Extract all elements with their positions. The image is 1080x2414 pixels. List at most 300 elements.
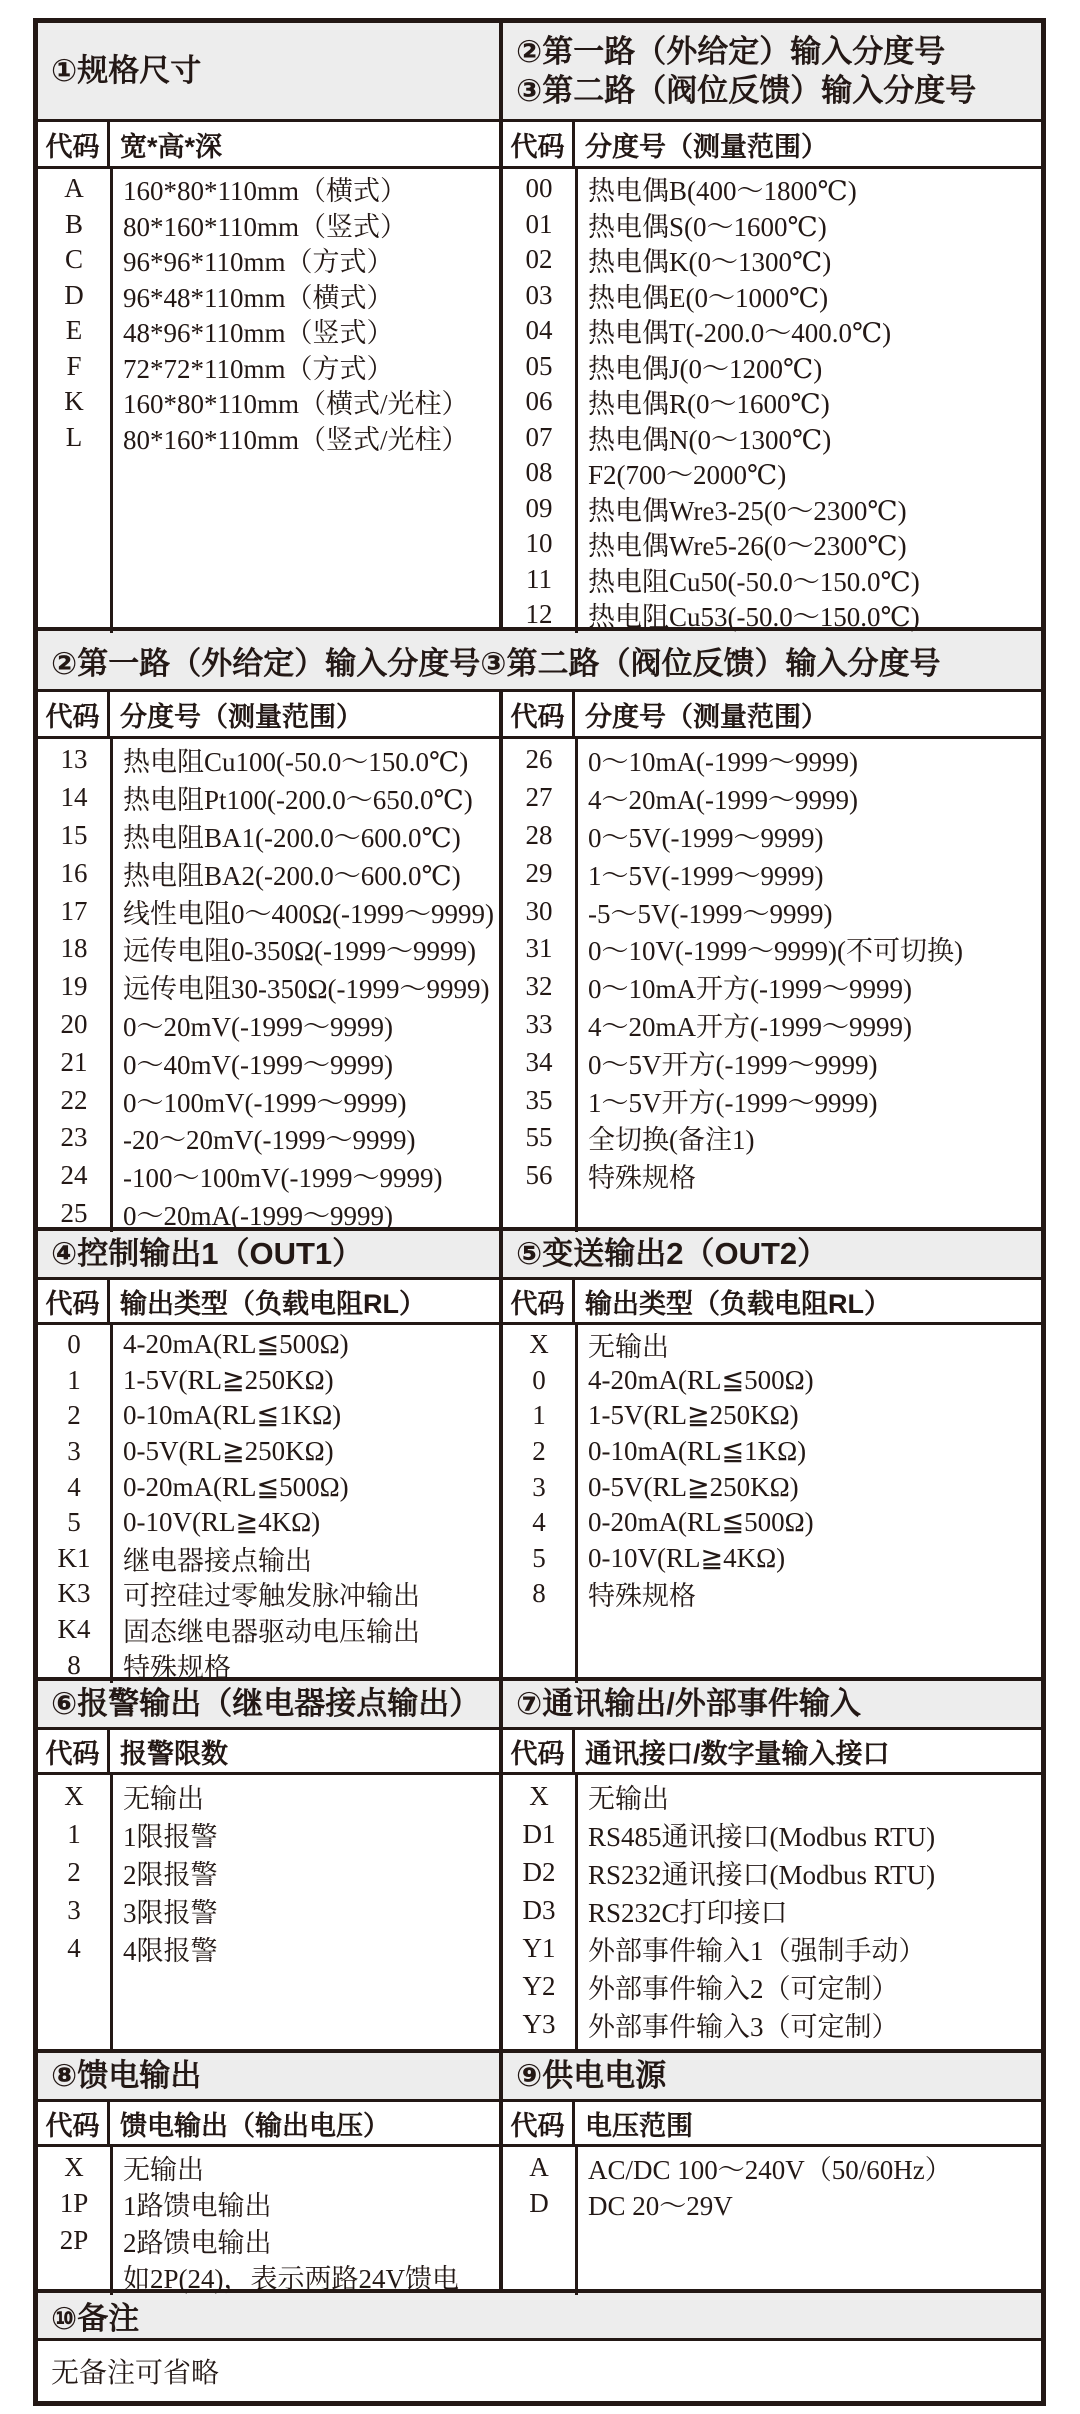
row-desc: 全切换(备注1) (588, 1125, 755, 1156)
row-desc: -20～20mV(-1999～9999) (123, 1125, 416, 1156)
table-row (38, 2222, 499, 2259)
section-rows (503, 1775, 1041, 2049)
row-code: 0 (532, 1364, 546, 1395)
row-desc: 热电偶J(0～1200℃) (588, 353, 823, 384)
row-desc: 热电阻BA2(-200.0～600.0℃) (123, 860, 461, 891)
row-code: F (66, 350, 82, 381)
column-divider (110, 1325, 113, 1683)
row-code: 20 (60, 1008, 88, 1039)
row-code: 34 (525, 1046, 553, 1077)
row-code: 21 (60, 1046, 88, 1077)
row-desc: 热电偶S(0～1600℃) (588, 211, 827, 242)
table-row (38, 1119, 499, 1157)
row-desc: 80*160*110mm（竖式） (123, 211, 408, 242)
section-title-text: ⑥报警输出（继电器接点输出） (51, 1686, 481, 1722)
column-divider (575, 739, 578, 1232)
row-desc: RS232通讯接口(Modbus RTU) (588, 1859, 936, 1890)
row-code: 2 (532, 1436, 546, 1467)
row-desc: 外部事件输入3（可定制） (588, 2011, 899, 2042)
table-row (503, 1505, 1041, 1541)
row-desc: 0-20mA(RL≦500Ω) (588, 1507, 814, 1538)
row-code: 8 (532, 1578, 546, 1609)
table-row (503, 1398, 1041, 1434)
table-row (503, 1363, 1041, 1399)
code-column-header: 代码 (38, 122, 110, 166)
table-row (38, 1891, 499, 1929)
row-desc: 4-20mA(RL≦500Ω) (123, 1329, 349, 1360)
section-title-text: ⑧馈电输出 (51, 2058, 202, 2094)
row-desc: 1～5V(-1999～9999) (588, 860, 824, 891)
row-desc: 4限报警 (123, 1935, 218, 1966)
row-code: 8 (67, 1649, 81, 1680)
table-row (503, 171, 1041, 207)
row-code: D (64, 279, 84, 310)
section-title (503, 1231, 1041, 1280)
code-column-header: 代码 (503, 1730, 575, 1772)
row-desc: 无输出 (123, 1783, 204, 1814)
row-code: 11 (526, 563, 552, 594)
band-feed-power (38, 2053, 1041, 2293)
section-rows (503, 739, 1041, 1232)
table-row (38, 741, 499, 779)
row-desc: 热电阻Pt100(-200.0～650.0℃) (123, 785, 473, 816)
desc-column-header: 电压范围 (585, 2110, 693, 2141)
section-rows (503, 2147, 1041, 2295)
row-desc: 4～20mA(-1999～9999) (588, 785, 858, 816)
row-desc: 外部事件输入1（强制手动） (588, 1935, 926, 1966)
band-alarm-comm (38, 1681, 1041, 2053)
band-size-and-input (38, 23, 1041, 631)
row-code: X (529, 1329, 549, 1360)
table-row (503, 1541, 1041, 1577)
row-desc: 可控硅过零触发脉冲输出 (123, 1581, 420, 1612)
table-row (38, 1157, 499, 1195)
section-title (503, 1681, 1041, 1730)
section-title (503, 23, 1041, 122)
table-row (503, 741, 1041, 779)
section-remarks (38, 2293, 1041, 2401)
row-desc: 特殊规格 (588, 1581, 696, 1612)
row-desc: 0-10mA(RL≦1KΩ) (123, 1400, 342, 1431)
table-row (38, 2259, 499, 2296)
band-input-graduation-mid (38, 692, 1041, 1231)
table-row (503, 207, 1041, 243)
section-title-text: ②第一路（外给定）输入分度号③第二路（阀位反馈）输入分度号 (51, 645, 941, 681)
section-title-text: ④控制输出1（OUT1） (51, 1236, 364, 1272)
section-power-supply (503, 2053, 1041, 2295)
section-rows (38, 1775, 499, 2049)
table-row (38, 171, 499, 207)
table-row (38, 1576, 499, 1612)
table-row (503, 1891, 1041, 1929)
desc-column-header: 分度号（测量范围） (585, 701, 828, 732)
row-code: 55 (525, 1122, 553, 1153)
table-row (503, 1853, 1041, 1891)
row-desc: 1-5V(RL≧250KΩ) (588, 1400, 799, 1431)
row-code: K (64, 386, 84, 417)
row-desc: 0-5V(RL≧250KΩ) (123, 1436, 334, 1467)
table-row (38, 1398, 499, 1434)
section-control-output1 (38, 1231, 503, 1683)
row-code: Y1 (522, 1932, 556, 1963)
row-desc: 72*72*110mm（方式） (123, 353, 394, 384)
band-outputs (38, 1231, 1041, 1681)
row-desc: 热电阻BA1(-200.0～600.0℃) (123, 823, 461, 853)
row-code: 01 (525, 208, 553, 239)
table-row (38, 1043, 499, 1081)
row-code: 14 (60, 782, 88, 813)
row-code: D (529, 2188, 549, 2219)
row-desc: 0～100mV(-1999～9999) (123, 1087, 407, 1118)
row-desc: 0～10mA(-1999～9999) (588, 747, 858, 778)
row-code: 08 (525, 457, 553, 488)
column-divider (110, 739, 113, 1232)
row-desc: 96*96*110mm（方式） (123, 247, 394, 278)
row-desc: 热电偶B(400～1800℃) (588, 176, 857, 207)
table-row (503, 854, 1041, 892)
row-desc: 160*80*110mm（横式/光柱） (123, 389, 469, 420)
row-code: 13 (60, 744, 88, 775)
table-row (503, 1815, 1041, 1853)
section-input-graduation-top (503, 23, 1041, 633)
row-code: Y3 (522, 2008, 556, 2039)
section-transmit-output2 (503, 1231, 1041, 1683)
table-row (503, 892, 1041, 930)
row-code: 02 (525, 244, 553, 275)
row-code: B (64, 208, 83, 239)
table-row (38, 1815, 499, 1853)
row-code: 03 (525, 279, 553, 310)
table-row (503, 313, 1041, 349)
row-desc: 1-5V(RL≧250KΩ) (123, 1364, 334, 1395)
section-spec-size (38, 23, 503, 633)
row-desc: 1路馈电输出 (123, 2191, 272, 2222)
table-row (38, 1195, 499, 1233)
row-desc: 外部事件输入2（可定制） (588, 1973, 899, 2004)
row-desc: 3限报警 (123, 1897, 218, 1928)
section-input-graduation-right (503, 692, 1041, 1232)
row-desc: 0～20mV(-1999～9999) (123, 1011, 393, 1042)
section-rows (38, 169, 499, 633)
row-code: 19 (60, 971, 88, 1002)
table-row (38, 1777, 499, 1815)
row-code: 5 (532, 1542, 546, 1573)
row-desc: -5～5V(-1999～9999) (588, 898, 833, 929)
row-code: 0 (67, 1329, 81, 1360)
row-code: 12 (525, 599, 553, 630)
section-title-text: ⑨供电电源 (516, 2058, 667, 2094)
section-title-text: ⑤变送输出2（OUT2） (516, 1236, 829, 1272)
table-row (503, 384, 1041, 420)
row-code: 3 (532, 1471, 546, 1502)
column-header (503, 1280, 1041, 1325)
table-row (503, 526, 1041, 562)
code-column-header: 代码 (38, 1730, 110, 1772)
table-row (38, 817, 499, 855)
table-row (503, 455, 1041, 491)
row-code: 1 (532, 1400, 546, 1431)
table-row (38, 313, 499, 349)
row-code: 07 (525, 421, 553, 452)
row-code: 56 (525, 1160, 553, 1191)
section-title (38, 2293, 1041, 2341)
row-desc: 热电偶R(0～1600℃) (588, 389, 830, 420)
row-desc: 0-5V(RL≧250KΩ) (588, 1471, 799, 1502)
table-row (38, 1081, 499, 1119)
table-row (503, 817, 1041, 855)
row-desc: 0-10V(RL≧4KΩ) (588, 1542, 786, 1573)
row-code: 2P (59, 2224, 89, 2255)
code-column-header: 代码 (38, 2102, 110, 2144)
desc-column-header: 报警限数 (120, 1738, 228, 1769)
table-row (38, 1006, 499, 1044)
table-row (38, 892, 499, 930)
code-column-header: 代码 (38, 1280, 110, 1322)
row-code: K1 (57, 1542, 91, 1573)
table-row (503, 597, 1041, 633)
code-column-header: 代码 (503, 692, 575, 736)
row-code: 10 (525, 528, 553, 559)
row-code: 35 (525, 1084, 553, 1115)
row-desc: F2(700～2000℃) (588, 460, 787, 491)
row-code: 33 (525, 1008, 553, 1039)
row-code: 09 (525, 492, 553, 523)
column-divider (575, 169, 578, 633)
row-code: A (64, 173, 84, 204)
row-desc: 2路馈电输出 (123, 2227, 272, 2258)
section-title-text: ①规格尺寸 (51, 53, 202, 89)
table-row (503, 1327, 1041, 1363)
row-desc: 160*80*110mm（横式） (123, 176, 408, 207)
column-header (38, 122, 499, 169)
table-row (38, 349, 499, 385)
spec-table-frame (33, 18, 1046, 2406)
row-code: 4 (67, 1471, 81, 1502)
table-row (503, 278, 1041, 314)
row-desc: 无输出 (588, 1783, 669, 1814)
row-code: 32 (525, 971, 553, 1002)
row-desc: 1～5V开方(-1999～9999) (588, 1087, 878, 1118)
table-row (503, 420, 1041, 456)
desc-column-header: 输出类型（负载电阻RL） (585, 1288, 891, 1319)
table-row (38, 2149, 499, 2186)
table-row (503, 562, 1041, 598)
section-title (503, 2053, 1041, 2102)
row-desc: 96*48*110mm（横式） (123, 282, 394, 313)
row-desc: 远传电阻0-350Ω(-1999～9999) (123, 936, 477, 967)
column-divider (575, 1325, 578, 1683)
table-row (38, 854, 499, 892)
row-desc: 0～5V开方(-1999～9999) (588, 1049, 878, 1080)
row-desc: 80*160*110mm（竖式/光柱） (123, 424, 469, 455)
row-code: E (65, 315, 83, 346)
section-title-text: ⑩备注 (51, 2301, 140, 2336)
code-column-header: 代码 (38, 692, 110, 736)
table-row (503, 2149, 1041, 2186)
row-code: D2 (522, 1856, 556, 1887)
desc-column-header: 宽*高*深 (120, 131, 223, 162)
section-input-graduation-mid-title (38, 631, 1041, 692)
code-column-header: 代码 (503, 1280, 575, 1322)
section-rows (503, 1325, 1041, 1683)
row-desc: DC 20～29V (588, 2191, 733, 2222)
row-desc: 特殊规格 (588, 1163, 696, 1194)
row-code: K4 (57, 1614, 91, 1645)
column-divider (110, 169, 113, 633)
table-row (503, 930, 1041, 968)
column-header (503, 2102, 1041, 2147)
row-code: C (64, 244, 83, 275)
section-title-text: ⑦通讯输出/外部事件输入 (516, 1686, 861, 1722)
row-desc: 0-10V(RL≧4KΩ) (123, 1507, 321, 1538)
row-desc: 0～10V(-1999～9999)(不可切换) (588, 936, 963, 967)
row-code: 28 (525, 819, 553, 850)
row-desc: 热电偶K(0～1300℃) (588, 247, 832, 278)
row-desc: 48*96*110mm（竖式） (123, 318, 394, 349)
row-desc: 热电阻Cu50(-50.0～150.0℃) (588, 566, 920, 597)
row-code: X (64, 1780, 84, 1811)
row-code: 1 (67, 1364, 81, 1395)
row-desc: 2限报警 (123, 1859, 218, 1890)
table-row (38, 278, 499, 314)
code-column-header: 代码 (503, 2102, 575, 2144)
table-row (503, 1576, 1041, 1612)
row-desc: 热电偶T(-200.0～400.0℃) (588, 318, 892, 349)
row-desc: 0-20mA(RL≦500Ω) (123, 1471, 349, 1502)
row-code: X (64, 2151, 84, 2182)
row-code: D1 (522, 1818, 556, 1849)
row-code: 06 (525, 386, 553, 417)
column-header (503, 1730, 1041, 1775)
row-code: 1 (67, 1818, 81, 1849)
table-row (503, 1157, 1041, 1195)
row-code: L (65, 421, 83, 452)
table-row (503, 1777, 1041, 1815)
table-row (503, 2186, 1041, 2223)
row-code: K3 (57, 1578, 91, 1609)
desc-column-header: 分度号（测量范围） (585, 131, 828, 162)
row-desc: 0-10mA(RL≦1KΩ) (588, 1436, 807, 1467)
code-column-header: 代码 (503, 122, 575, 166)
row-desc: 4-20mA(RL≦500Ω) (588, 1364, 814, 1395)
table-row (38, 242, 499, 278)
section-rows (503, 169, 1041, 633)
table-row (503, 1434, 1041, 1470)
table-row (38, 1541, 499, 1577)
table-row (503, 1006, 1041, 1044)
row-desc: -100～100mV(-1999～9999) (123, 1163, 443, 1194)
table-row (38, 1363, 499, 1399)
table-row (38, 1469, 499, 1505)
table-row (38, 2186, 499, 2223)
row-code: 29 (525, 857, 553, 888)
row-code: 2 (67, 1856, 81, 1887)
section-title (38, 1681, 499, 1730)
row-code: 18 (60, 933, 88, 964)
row-desc: 0～20mA(-1999～9999) (123, 1200, 393, 1231)
row-desc: 0～40mV(-1999～9999) (123, 1049, 393, 1080)
column-divider (575, 2147, 578, 2295)
table-row (38, 384, 499, 420)
table-row (38, 1327, 499, 1363)
row-code: 3 (67, 1894, 81, 1925)
row-desc: 无输出 (123, 2154, 204, 2185)
row-code: 15 (60, 819, 88, 850)
row-code: 23 (60, 1122, 88, 1153)
desc-column-header: 通讯接口/数字量输入接口 (585, 1738, 890, 1769)
row-code: 25 (60, 1197, 88, 1228)
row-code: 24 (60, 1160, 88, 1191)
row-desc: 0～10mA开方(-1999～9999) (588, 974, 912, 1005)
section-communication (503, 1681, 1041, 2049)
row-desc: 热电偶Wre3-25(0～2300℃) (588, 495, 907, 526)
table-row (503, 779, 1041, 817)
row-desc: RS232C打印接口 (588, 1897, 788, 1928)
row-code: X (529, 1780, 549, 1811)
row-desc: 0～5V(-1999～9999) (588, 823, 824, 853)
row-desc: 1限报警 (123, 1821, 218, 1852)
section-rows (38, 2147, 499, 2295)
row-code: 27 (525, 782, 553, 813)
section-feed-output (38, 2053, 503, 2295)
row-desc: 远传电阻30-350Ω(-1999～9999) (123, 974, 490, 1005)
row-desc: 热电阻Cu53(-50.0～150.0℃) (588, 602, 920, 633)
row-desc: 热电偶E(0～1000℃) (588, 282, 829, 313)
section-title (38, 23, 499, 122)
column-divider (575, 1775, 578, 2049)
column-header (38, 2102, 499, 2147)
row-desc: 如2P(24)，表示两路24V馈电 (123, 2264, 459, 2295)
row-desc: 特殊规格 (123, 1652, 231, 1683)
section-input-graduation-left (38, 692, 503, 1232)
remarks-note: 无备注可省略 (51, 2358, 220, 2389)
column-header (38, 692, 499, 739)
table-row (38, 1929, 499, 1967)
table-row (503, 1929, 1041, 1967)
column-header (38, 1730, 499, 1775)
column-divider (110, 2147, 113, 2295)
row-code: 16 (60, 857, 88, 888)
row-code: 4 (67, 1932, 81, 1963)
row-desc: 热电阻Cu100(-50.0～150.0℃) (123, 747, 469, 778)
row-code: A (529, 2151, 549, 2182)
row-code: 1P (59, 2188, 89, 2219)
row-code: 04 (525, 315, 553, 346)
table-row (38, 1505, 499, 1541)
desc-column-header: 分度号（测量范围） (120, 701, 363, 732)
row-code: 22 (60, 1084, 88, 1115)
row-code: D3 (522, 1894, 556, 1925)
table-row (503, 1081, 1041, 1119)
row-code: 4 (532, 1507, 546, 1538)
row-code: Y2 (522, 1970, 556, 2001)
section-title (38, 1231, 499, 1280)
row-code: 17 (60, 895, 88, 926)
table-row (38, 1853, 499, 1891)
table-row (38, 420, 499, 456)
column-header (38, 1280, 499, 1325)
table-row (38, 1612, 499, 1648)
table-row (38, 1434, 499, 1470)
row-code: 05 (525, 350, 553, 381)
row-desc: AC/DC 100～240V（50/60Hz） (588, 2154, 952, 2185)
table-row (38, 968, 499, 1006)
table-row (38, 930, 499, 968)
section-rows (38, 1325, 499, 1683)
table-row (38, 207, 499, 243)
row-desc: RS485通讯接口(Modbus RTU) (588, 1821, 936, 1852)
desc-column-header: 输出类型（负载电阻RL） (120, 1288, 426, 1319)
